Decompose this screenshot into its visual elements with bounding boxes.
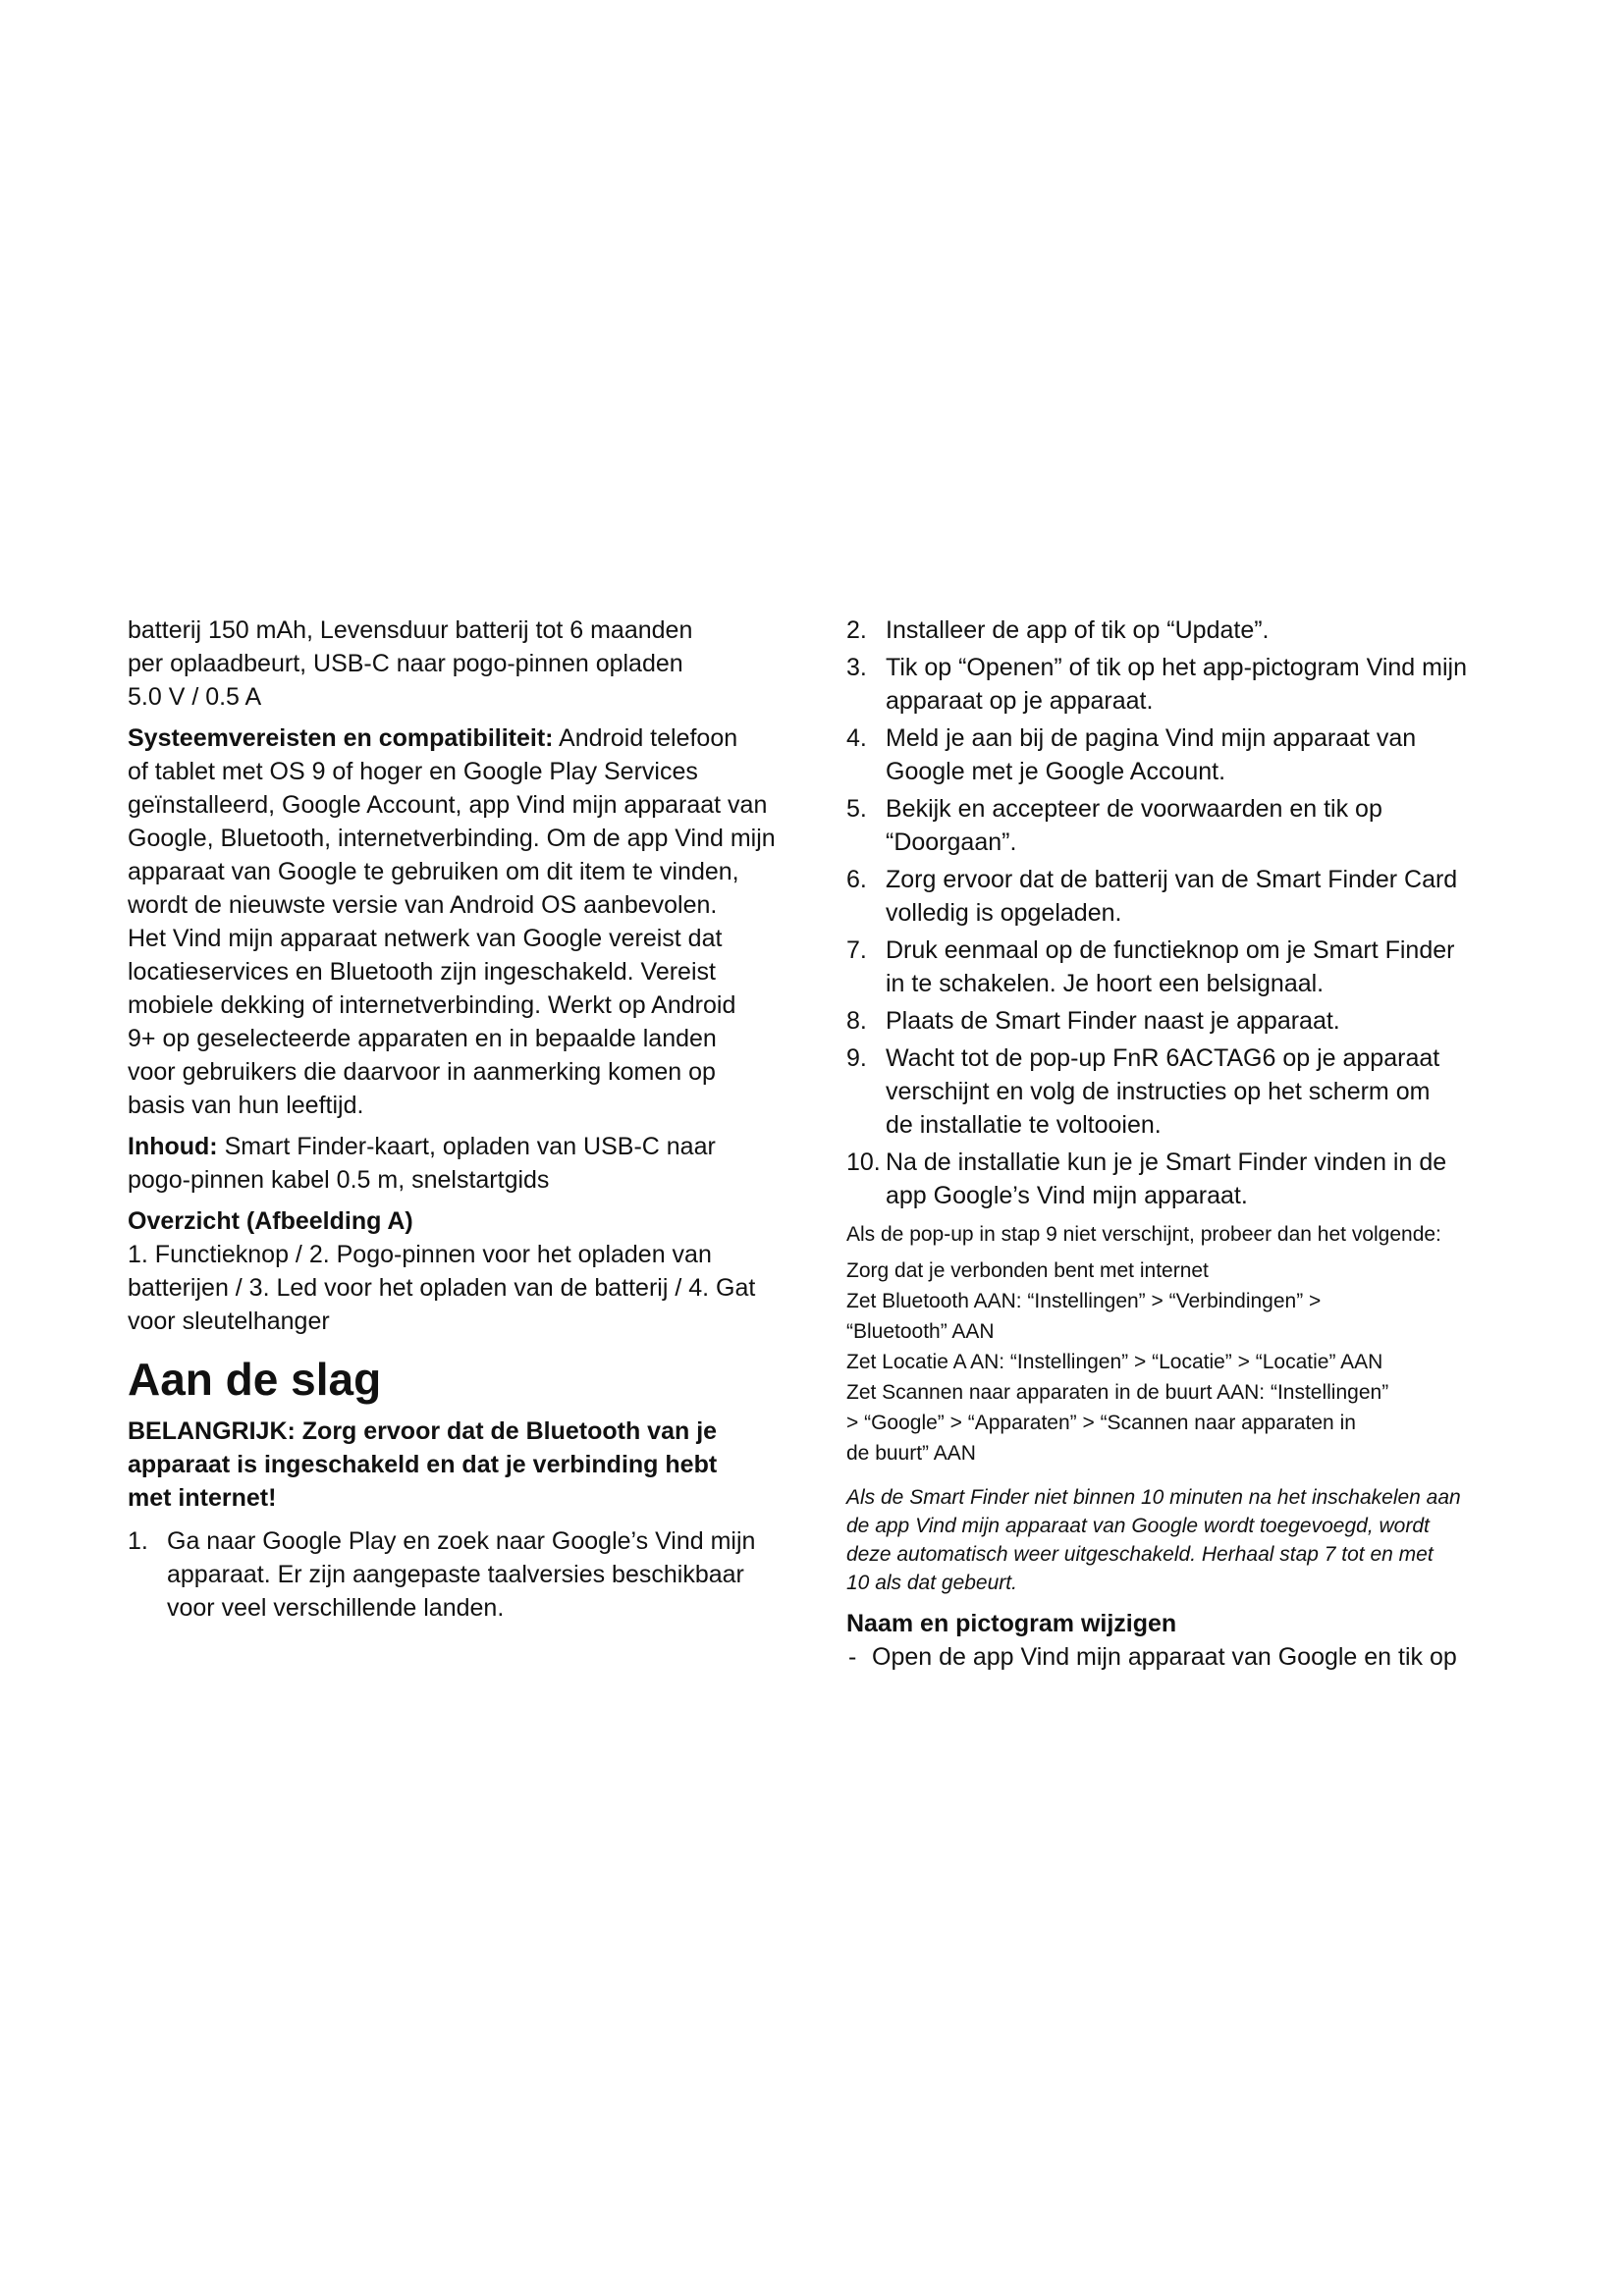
step-line: Google met je Google Account.	[886, 758, 1226, 785]
step-line: Plaats de Smart Finder naast je apparaat.	[886, 1007, 1340, 1035]
step-text	[167, 1524, 815, 1625]
step-text	[886, 1041, 1514, 1142]
step-line: volledig is opgeladen.	[886, 899, 1122, 927]
step-item	[846, 614, 1514, 647]
overview-line: 1. Functieknop / 2. Pogo-pinnen voor het opladen van	[128, 1241, 712, 1268]
popup-line: Zet Bluetooth AAN: “Instellingen” > “Verbindingen” >	[846, 1290, 1322, 1312]
system-requirements-line: geïnstalleerd, Google Account, app Vind mijn apparaat van	[128, 791, 768, 819]
step-item	[846, 651, 1514, 718]
timeout-line: 10 als dat gebeurt.	[846, 1572, 1017, 1594]
step-number: 6.	[846, 866, 867, 893]
step-item	[846, 1041, 1514, 1142]
step-line: verschijnt en volg de instructies op het scherm om	[886, 1078, 1431, 1105]
step-text	[886, 934, 1514, 1000]
system-requirements-paragraph	[128, 721, 815, 1122]
getting-started-heading: Aan de slag	[128, 1354, 382, 1405]
popup-line: Zet Scannen naar apparaten in de buurt AAN: “Instellingen”	[846, 1381, 1389, 1404]
overview-title: Overzicht (Afbeelding A)	[128, 1207, 413, 1235]
step-text	[886, 792, 1514, 859]
step-line: Wacht tot de pop-up FnR 6ACTAG6 op je apparaat	[886, 1044, 1440, 1072]
step-item	[846, 1004, 1514, 1038]
setup-steps-left	[128, 1524, 815, 1625]
system-requirements-line: 9+ op geselecteerde apparaten en in bepaalde landen	[128, 1025, 717, 1052]
step-number: 7.	[846, 936, 867, 964]
system-requirements-first-line	[128, 721, 815, 755]
important-notice	[128, 1415, 815, 1515]
right-column	[846, 614, 1514, 1674]
dash-marker: -	[848, 1643, 857, 1671]
step-item	[846, 863, 1514, 930]
system-requirements-line: Android telefoon	[553, 724, 738, 752]
system-requirements-line: Het Vind mijn apparaat netwerk van Google vereist dat	[128, 925, 723, 952]
step-number: 9.	[846, 1044, 867, 1072]
step-number: 10.	[846, 1148, 881, 1176]
step-line: app Google’s Vind mijn apparaat.	[886, 1182, 1248, 1209]
system-requirements-line: of tablet met OS 9 of hoger en Google Play Services	[128, 758, 698, 785]
system-requirements-line: locatieservices en Bluetooth zijn ingeschakeld. Vereist	[128, 958, 716, 986]
step-line: apparaat. Er zijn aangepaste taalversies beschikbaar	[167, 1561, 744, 1588]
step-item	[846, 792, 1514, 859]
popup-line: Zorg dat je verbonden bent met internet	[846, 1259, 1209, 1282]
step-line: Zorg ervoor dat de batterij van de Smart Finder Card	[886, 866, 1458, 893]
step-item	[846, 934, 1514, 1000]
important-line: apparaat is ingeschakeld en dat je verbinding hebt	[128, 1451, 718, 1478]
popup-line: Zet Locatie A AN: “Instellingen” > “Locatie” > “Locatie” AAN	[846, 1351, 1383, 1373]
popup-note: Als de pop-up in stap 9 niet verschijnt, probeer dan het volgende:	[846, 1223, 1441, 1246]
overview-line: voor sleutelhanger	[128, 1308, 330, 1335]
step-item	[128, 1524, 815, 1625]
step-line: “Doorgaan”.	[886, 828, 1017, 856]
step-line: Druk eenmaal op de functieknop om je Smart Finder	[886, 936, 1455, 964]
popup-line: de buurt” AAN	[846, 1442, 976, 1465]
timeout-line: deze automatisch weer uitgeschakeld. Herhaal stap 7 tot en met	[846, 1543, 1434, 1566]
step-number: 3.	[846, 654, 867, 681]
step-number: 1.	[128, 1527, 148, 1555]
popup-troubleshooting	[846, 1220, 1514, 1468]
step-line: Bekijk en accepteer de voorwaarden en tik op	[886, 795, 1382, 823]
step-text	[886, 1146, 1514, 1212]
step-number: 8.	[846, 1007, 867, 1035]
system-requirements-line: basis van hun leeftijd.	[128, 1092, 364, 1119]
contents-line: pogo-pinnen kabel 0.5 m, snelstartgids	[128, 1166, 550, 1194]
step-number: 4.	[846, 724, 867, 752]
system-requirements-label: Systeemvereisten en compatibiliteit:	[128, 724, 554, 752]
step-text	[886, 614, 1514, 647]
specs-line: batterij 150 mAh, Levensduur batterij tot 6 maanden	[128, 616, 693, 644]
contents-label: Inhoud:	[128, 1133, 218, 1160]
rename-step-text: Open de app Vind mijn apparaat van Google en tik op	[872, 1643, 1457, 1671]
step-item	[846, 721, 1514, 788]
step-number: 5.	[846, 795, 867, 823]
step-line: in te schakelen. Je hoort een belsignaal.	[886, 970, 1325, 997]
step-line: voor veel verschillende landen.	[167, 1594, 505, 1622]
contents-first-line	[128, 1130, 815, 1163]
system-requirements-line: Google, Bluetooth, internetverbinding. Om de app Vind mijn	[128, 825, 776, 852]
system-requirements-line: mobiele dekking of internetverbinding. Werkt op Android	[128, 991, 736, 1019]
popup-line: “Bluetooth” AAN	[846, 1320, 995, 1343]
step-item	[846, 1146, 1514, 1212]
step-number: 2.	[846, 616, 867, 644]
system-requirements-line: wordt de nieuwste versie van Android OS aanbevolen.	[128, 891, 718, 919]
step-line: Ga naar Google Play en zoek naar Google’s Vind mijn	[167, 1527, 756, 1555]
rename-step	[846, 1640, 1514, 1674]
timeout-line: Als de Smart Finder niet binnen 10 minuten na het inschakelen aan	[846, 1486, 1461, 1509]
important-line: met internet!	[128, 1484, 277, 1512]
step-line: apparaat op je apparaat.	[886, 687, 1154, 715]
step-text	[886, 721, 1514, 788]
rename-section-title: Naam en pictogram wijzigen	[846, 1610, 1177, 1637]
step-text	[886, 651, 1514, 718]
step-line: Installeer de app of tik op “Update”.	[886, 616, 1270, 644]
specs-line: per oplaadbeurt, USB-C naar pogo-pinnen opladen	[128, 650, 683, 677]
step-line: Tik op “Openen” of tik op het app-pictogram Vind mijn	[886, 654, 1467, 681]
system-requirements-line: apparaat van Google te gebruiken om dit item te vinden,	[128, 858, 739, 885]
important-line: BELANGRIJK: Zorg ervoor dat de Bluetooth van je	[128, 1417, 718, 1445]
step-line: Na de installatie kun je je Smart Finder vinden in de	[886, 1148, 1447, 1176]
contents-line: Smart Finder-kaart, opladen van USB-C naar	[217, 1133, 716, 1160]
overview-line: batterijen / 3. Led voor het opladen van de batterij / 4. Gat	[128, 1274, 756, 1302]
timeout-line: de app Vind mijn apparaat van Google wordt toegevoegd, wordt	[846, 1515, 1430, 1537]
step-line: Meld je aan bij de pagina Vind mijn apparaat van	[886, 724, 1417, 752]
step-text	[886, 1004, 1514, 1038]
popup-line: > “Google” > “Apparaten” > “Scannen naar apparaten in	[846, 1412, 1356, 1434]
left-column	[128, 614, 815, 1629]
specs-line: 5.0 V / 0.5 A	[128, 683, 262, 711]
step-text	[886, 863, 1514, 930]
timeout-note	[846, 1483, 1514, 1597]
specs-paragraph	[128, 614, 815, 714]
step-line: de installatie te voltooien.	[886, 1111, 1162, 1139]
contents-paragraph	[128, 1130, 815, 1197]
setup-steps-right	[846, 614, 1514, 1212]
overview-paragraph	[128, 1238, 815, 1338]
system-requirements-line: voor gebruikers die daarvoor in aanmerking komen op	[128, 1058, 716, 1086]
